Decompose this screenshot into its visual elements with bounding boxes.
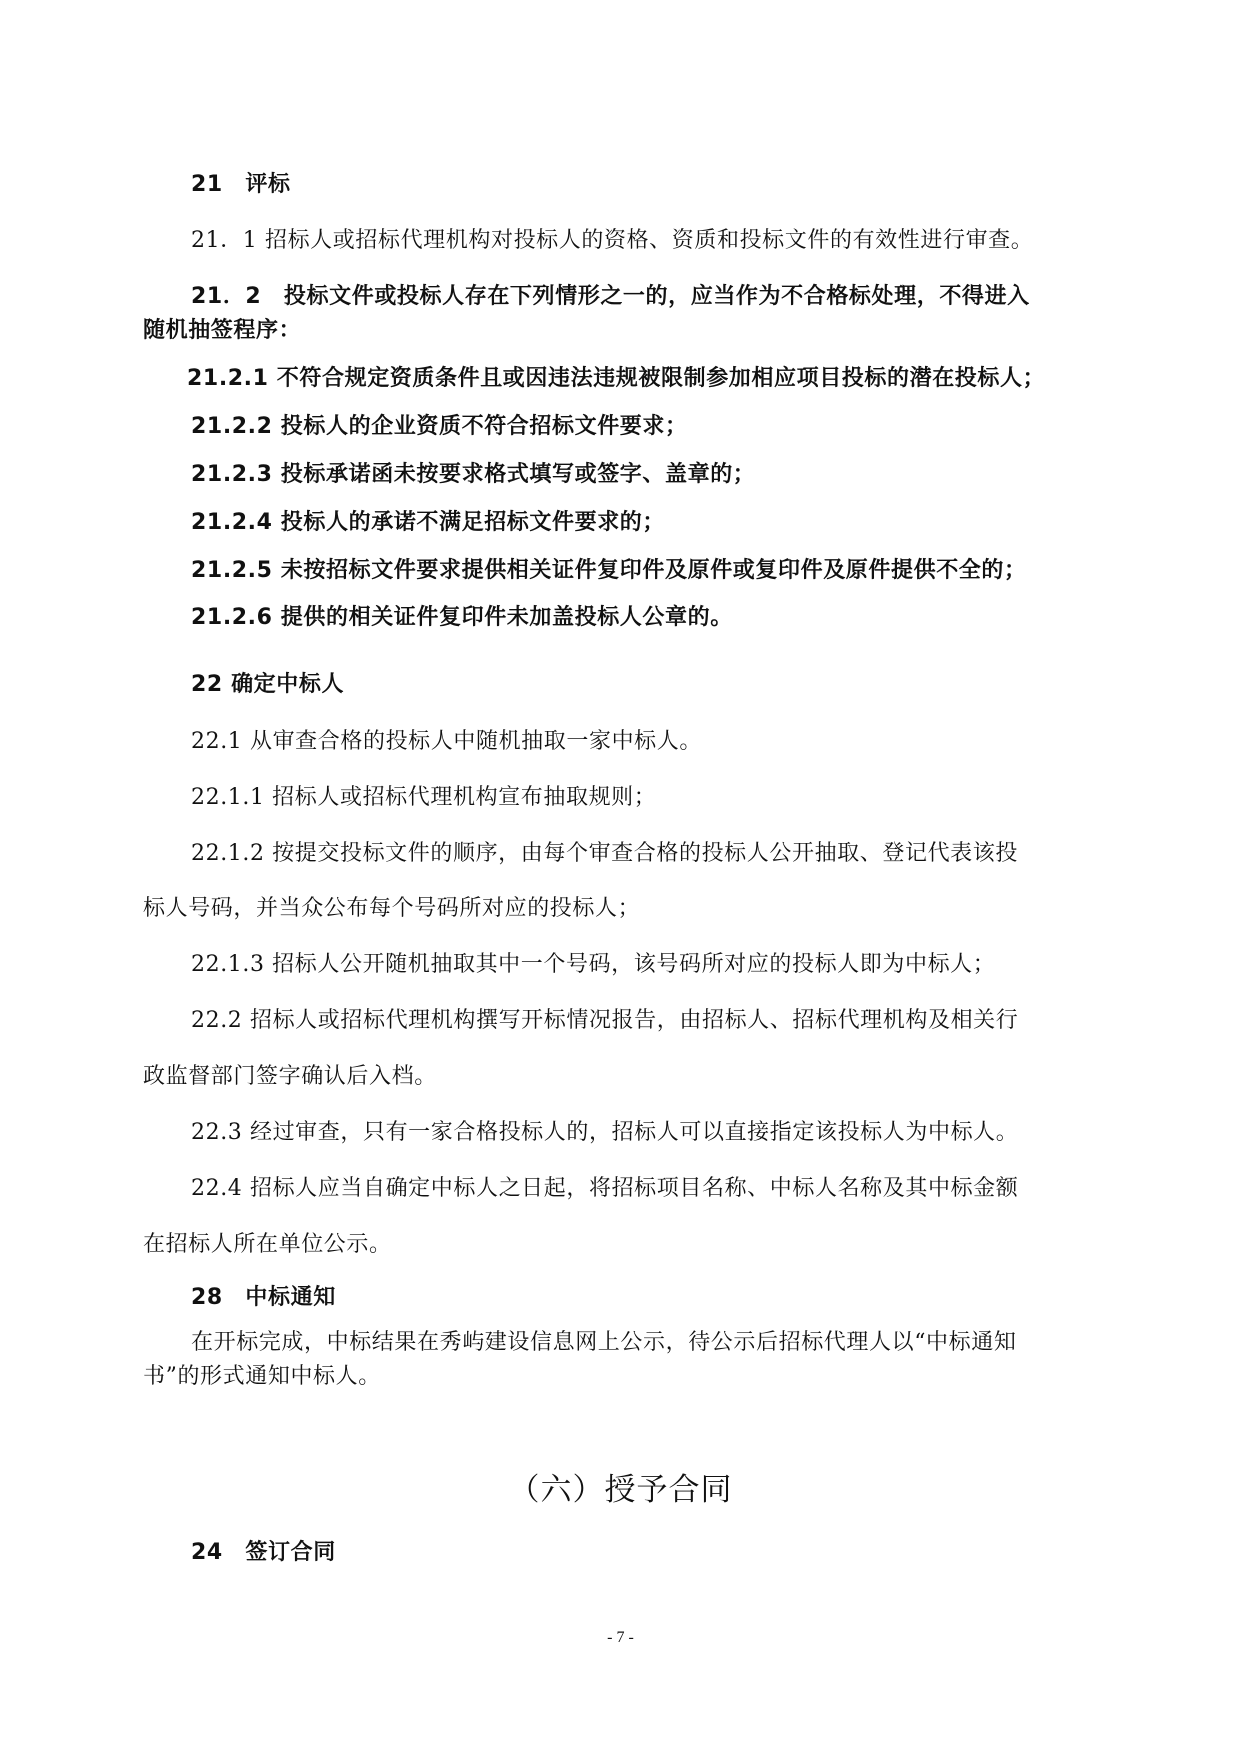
section-title-6: （六）授予合同 <box>508 1472 733 1508</box>
clause-28-line1: 在开标完成，中标结果在秀屿建设信息网上公示，待公示后招标代理人以“中标通知 <box>191 1330 1017 1355</box>
clause-22-4-line1: 22.4 招标人应当自确定中标人之日起，将招标项目名称、中标人名称及其中标金额 <box>191 1176 1019 1201</box>
page-number: - 7 - <box>607 1629 634 1646</box>
clause-22-1: 22.1 从审查合格的投标人中随机抽取一家中标人。 <box>191 729 702 754</box>
clause-21-2-6: 21.2.6 提供的相关证件复印件未加盖投标人公章的。 <box>191 605 733 630</box>
clause-21-2-5: 21.2.5 未按招标文件要求提供相关证件复印件及原件或复印件及原件提供不全的； <box>191 558 1027 583</box>
clause-22-1-2-line2: 标人号码，并当众公布每个号码所对应的投标人； <box>143 896 641 921</box>
clause-21-2-1: 21.2.1 不符合规定资质条件且或因违法违规被限制参加相应项目投标的潜在投标人； <box>187 366 1046 391</box>
clause-21-2-line1: 21．2 投标文件或投标人存在下列情形之一的，应当作为不合格标处理，不得进入 <box>191 284 1030 309</box>
clause-22-4-line2: 在招标人所在单位公示。 <box>143 1232 392 1257</box>
clause-21-2-line2: 随机抽签程序： <box>143 318 302 343</box>
clause-21-2-2: 21.2.2 投标人的企业资质不符合招标文件要求； <box>191 414 688 439</box>
heading-22: 22 确定中标人 <box>191 672 345 697</box>
heading-28: 28 中标通知 <box>191 1285 336 1310</box>
clause-21-2-3: 21.2.3 投标承诺函未按要求格式填写或签字、盖章的； <box>191 462 756 487</box>
heading-21: 21 评标 <box>191 172 291 197</box>
clause-21-1: 21．1 招标人或招标代理机构对投标人的资格、资质和投标文件的有效性进行审查。 <box>191 228 1034 253</box>
clause-22-2-line1: 22.2 招标人或招标代理机构撰写开标情况报告，由招标人、招标代理机构及相关行 <box>191 1008 1019 1033</box>
clause-21-2-4: 21.2.4 投标人的承诺不满足招标文件要求的； <box>191 510 666 535</box>
clause-22-3: 22.3 经过审查，只有一家合格投标人的，招标人可以直接指定该投标人为中标人。 <box>191 1120 1019 1145</box>
clause-22-2-line2: 政监督部门签字确认后入档。 <box>143 1064 437 1089</box>
clause-28-line2: 书”的形式通知中标人。 <box>143 1364 381 1389</box>
clause-22-1-3: 22.1.3 招标人公开随机抽取其中一个号码，该号码所对应的投标人即为中标人； <box>191 952 996 977</box>
clause-22-1-1: 22.1.1 招标人或招标代理机构宣布抽取规则； <box>191 785 657 810</box>
clause-22-1-2-line1: 22.1.2 按提交投标文件的顺序，由每个审查合格的投标人公开抽取、登记代表该投 <box>191 841 1018 866</box>
heading-24: 24 签订合同 <box>191 1540 336 1565</box>
